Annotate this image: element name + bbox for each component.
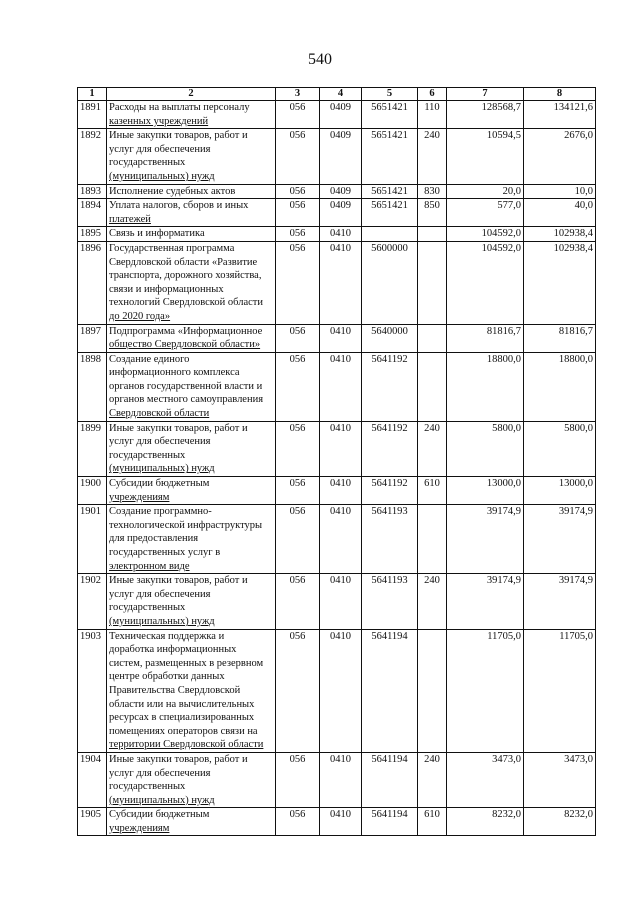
item-name-line: (муниципальных) нужд (109, 463, 215, 475)
row-number: 1905 (78, 808, 107, 836)
item-name-line: Техническая поддержка и (109, 630, 225, 642)
ministry-code: 056 (276, 808, 320, 836)
budget-table (77, 87, 596, 836)
row-number: 1899 (78, 421, 107, 476)
amount-year-1: 20,0 (447, 184, 524, 199)
amount-year-1: 104592,0 (447, 227, 524, 242)
item-name-line: систем, размещенных в резервном (109, 657, 264, 669)
column-header: 2 (107, 88, 276, 101)
header-row (78, 88, 596, 101)
item-name (107, 199, 276, 227)
amount-year-2: 102938,4 (524, 227, 596, 242)
target-code: 5640000 (362, 324, 418, 352)
amount-year-1: 8232,0 (447, 808, 524, 836)
item-name-line: для предоставления (109, 533, 199, 545)
expense-type-code: 830 (418, 184, 447, 199)
amount-year-2: 13000,0 (524, 477, 596, 505)
ministry-code: 056 (276, 241, 320, 324)
row-number: 1903 (78, 629, 107, 752)
item-name-line: Правительства Свердловской (109, 684, 241, 696)
item-name-line: услуг для обеспечения (109, 143, 211, 155)
item-name (107, 324, 276, 352)
item-name-line: помещениях операторов связи на (109, 725, 258, 737)
amount-year-1: 10594,5 (447, 129, 524, 184)
target-code: 5641193 (362, 505, 418, 574)
item-name-line: Связь и информатика (109, 228, 205, 240)
row-number: 1892 (78, 129, 107, 184)
item-name-line: Расходы на выплаты персоналу (109, 102, 250, 113)
item-name-line: учреждениям (109, 491, 170, 503)
row-number: 1901 (78, 505, 107, 574)
section-code: 0410 (320, 629, 362, 752)
ministry-code: 056 (276, 324, 320, 352)
item-name-line: Свердловской области «Развитие (109, 256, 258, 268)
column-header: 5 (362, 88, 418, 101)
column-header: 1 (78, 88, 107, 101)
item-name-line: информационного комплекса (109, 367, 240, 379)
amount-year-1: 104592,0 (447, 241, 524, 324)
table-row (78, 629, 596, 752)
expense-type-code: 610 (418, 808, 447, 836)
table-row (78, 752, 596, 807)
section-code: 0409 (320, 101, 362, 129)
target-code: 5651421 (362, 101, 418, 129)
target-code: 5641194 (362, 808, 418, 836)
item-name-line: казенных учреждений (109, 115, 209, 127)
amount-year-1: 39174,9 (447, 505, 524, 574)
item-name (107, 129, 276, 184)
target-code: 5641192 (362, 352, 418, 421)
ministry-code: 056 (276, 421, 320, 476)
amount-year-1: 39174,9 (447, 574, 524, 629)
amount-year-2: 81816,7 (524, 324, 596, 352)
row-number: 1897 (78, 324, 107, 352)
item-name-line: Субсидии бюджетным (109, 478, 210, 490)
row-number: 1894 (78, 199, 107, 227)
expense-type-code: 240 (418, 421, 447, 476)
table-row (78, 227, 596, 242)
section-code: 0410 (320, 241, 362, 324)
expense-type-code: 850 (418, 199, 447, 227)
ministry-code: 056 (276, 101, 320, 129)
item-name-line: услуг для обеспечения (109, 436, 211, 448)
item-name-line: общество Свердловской области» (109, 339, 261, 351)
item-name (107, 808, 276, 836)
section-code: 0410 (320, 227, 362, 242)
item-name-line: Иные закупки товаров, работ и (109, 422, 248, 434)
amount-year-2: 18800,0 (524, 352, 596, 421)
item-name-line: технологической инфраструктуры (109, 519, 263, 531)
column-header: 4 (320, 88, 362, 101)
item-name-line: государственных (109, 157, 186, 169)
column-header: 7 (447, 88, 524, 101)
item-name-line: Субсидии бюджетным (109, 809, 210, 821)
ministry-code: 056 (276, 227, 320, 242)
row-number: 1891 (78, 101, 107, 129)
expense-type-code (418, 241, 447, 324)
table-row (78, 324, 596, 352)
expense-type-code: 110 (418, 101, 447, 129)
amount-year-1: 13000,0 (447, 477, 524, 505)
target-code: 5651421 (362, 199, 418, 227)
target-code: 5641194 (362, 752, 418, 807)
item-name-line: (муниципальных) нужд (109, 170, 215, 182)
table-row (78, 477, 596, 505)
target-code: 5651421 (362, 184, 418, 199)
table-row (78, 129, 596, 184)
item-name-line: Иные закупки товаров, работ и (109, 575, 248, 587)
item-name-line: связи и информационных (109, 283, 224, 295)
column-header: 8 (524, 88, 596, 101)
item-name-line: услуг для обеспечения (109, 588, 211, 600)
section-code: 0410 (320, 477, 362, 505)
expense-type-code: 610 (418, 477, 447, 505)
amount-year-1: 11705,0 (447, 629, 524, 752)
item-name (107, 505, 276, 574)
row-number: 1900 (78, 477, 107, 505)
amount-year-2: 134121,6 (524, 101, 596, 129)
section-code: 0410 (320, 324, 362, 352)
amount-year-2: 40,0 (524, 199, 596, 227)
amount-year-2: 8232,0 (524, 808, 596, 836)
expense-type-code (418, 505, 447, 574)
row-number: 1896 (78, 241, 107, 324)
column-header: 6 (418, 88, 447, 101)
expense-type-code: 240 (418, 752, 447, 807)
item-name-line: органов местного самоуправления (109, 394, 264, 406)
item-name-line: Государственная программа (109, 242, 235, 254)
item-name-line: (муниципальных) нужд (109, 794, 215, 806)
item-name-line: услуг для обеспечения (109, 767, 211, 779)
item-name-line: ресурсах в специализированных (109, 712, 255, 724)
row-number: 1898 (78, 352, 107, 421)
item-name-line: (муниципальных) нужд (109, 615, 215, 627)
table-row (78, 421, 596, 476)
table-row (78, 352, 596, 421)
table-row (78, 574, 596, 629)
target-code: 5641194 (362, 629, 418, 752)
table-header (78, 88, 596, 101)
item-name (107, 421, 276, 476)
section-code: 0409 (320, 184, 362, 199)
item-name-line: Подпрограмма «Информационное (109, 325, 263, 337)
ministry-code: 056 (276, 629, 320, 752)
expense-type-code (418, 324, 447, 352)
column-header: 3 (276, 88, 320, 101)
item-name-line: доработка информационных (109, 644, 237, 656)
item-name-line: органов государственной власти и (109, 380, 263, 392)
item-name-line: территории Свердловской области (109, 739, 264, 751)
ministry-code: 056 (276, 352, 320, 421)
amount-year-2: 39174,9 (524, 574, 596, 629)
item-name (107, 184, 276, 199)
item-name (107, 352, 276, 421)
row-number: 1904 (78, 752, 107, 807)
amount-year-1: 128568,7 (447, 101, 524, 129)
amount-year-2: 11705,0 (524, 629, 596, 752)
target-code: 5641193 (362, 574, 418, 629)
item-name-line: до 2020 года» (109, 310, 171, 322)
table-row (78, 101, 596, 129)
item-name-line: центре обработки данных (109, 671, 225, 683)
amount-year-2: 2676,0 (524, 129, 596, 184)
ministry-code: 056 (276, 574, 320, 629)
expense-type-code: 240 (418, 129, 447, 184)
table-row (78, 241, 596, 324)
item-name-line: Создание единого (109, 353, 190, 365)
target-code: 5600000 (362, 241, 418, 324)
section-code: 0410 (320, 505, 362, 574)
amount-year-2: 5800,0 (524, 421, 596, 476)
section-code: 0409 (320, 199, 362, 227)
item-name (107, 752, 276, 807)
section-code: 0410 (320, 352, 362, 421)
ministry-code: 056 (276, 129, 320, 184)
item-name-line: государственных (109, 449, 186, 461)
ministry-code: 056 (276, 477, 320, 505)
ministry-code: 056 (276, 199, 320, 227)
section-code: 0409 (320, 129, 362, 184)
item-name (107, 629, 276, 752)
page-number: 540 (308, 51, 332, 68)
row-number: 1895 (78, 227, 107, 242)
amount-year-2: 10,0 (524, 184, 596, 199)
item-name (107, 477, 276, 505)
item-name-line: Исполнение судебных актов (109, 185, 236, 197)
table-row (78, 505, 596, 574)
expense-type-code (418, 629, 447, 752)
table-row (78, 184, 596, 199)
amount-year-1: 3473,0 (447, 752, 524, 807)
item-name-line: государственных (109, 602, 186, 614)
target-code: 5641192 (362, 421, 418, 476)
amount-year-1: 5800,0 (447, 421, 524, 476)
item-name-line: технологий Свердловской области (109, 297, 263, 309)
item-name (107, 574, 276, 629)
ministry-code: 056 (276, 752, 320, 807)
item-name-line: государственных услуг в (109, 547, 221, 558)
amount-year-1: 18800,0 (447, 352, 524, 421)
section-code: 0410 (320, 574, 362, 629)
target-code: 5641192 (362, 477, 418, 505)
item-name-line: Иные закупки товаров, работ и (109, 130, 248, 142)
item-name-line: области или на вычислительных (109, 698, 255, 710)
expense-type-code (418, 352, 447, 421)
item-name-line: транспорта, дорожного хозяйства, (109, 270, 262, 282)
item-name (107, 241, 276, 324)
amount-year-2: 39174,9 (524, 505, 596, 574)
amount-year-2: 3473,0 (524, 752, 596, 807)
expense-type-code (418, 227, 447, 242)
row-number: 1893 (78, 184, 107, 199)
item-name (107, 227, 276, 242)
amount-year-1: 577,0 (447, 199, 524, 227)
row-number: 1902 (78, 574, 107, 629)
ministry-code: 056 (276, 184, 320, 199)
item-name-line: электронном виде (109, 560, 190, 572)
section-code: 0410 (320, 421, 362, 476)
table-row (78, 199, 596, 227)
item-name-line: учреждениям (109, 822, 170, 834)
item-name (107, 101, 276, 129)
amount-year-1: 81816,7 (447, 324, 524, 352)
item-name-line: государственных (109, 781, 186, 793)
section-code: 0410 (320, 808, 362, 836)
table-row (78, 808, 596, 836)
section-code: 0410 (320, 752, 362, 807)
item-name-line: Иные закупки товаров, работ и (109, 753, 248, 765)
target-code (362, 227, 418, 242)
target-code: 5651421 (362, 129, 418, 184)
item-name-line: Уплата налогов, сборов и иных (109, 200, 249, 212)
ministry-code: 056 (276, 505, 320, 574)
item-name-line: Свердловской области (109, 408, 210, 420)
item-name-line: платежей (109, 213, 151, 225)
item-name-line: Создание программно- (109, 506, 212, 518)
table-body (78, 101, 596, 836)
amount-year-2: 102938,4 (524, 241, 596, 324)
expense-type-code: 240 (418, 574, 447, 629)
